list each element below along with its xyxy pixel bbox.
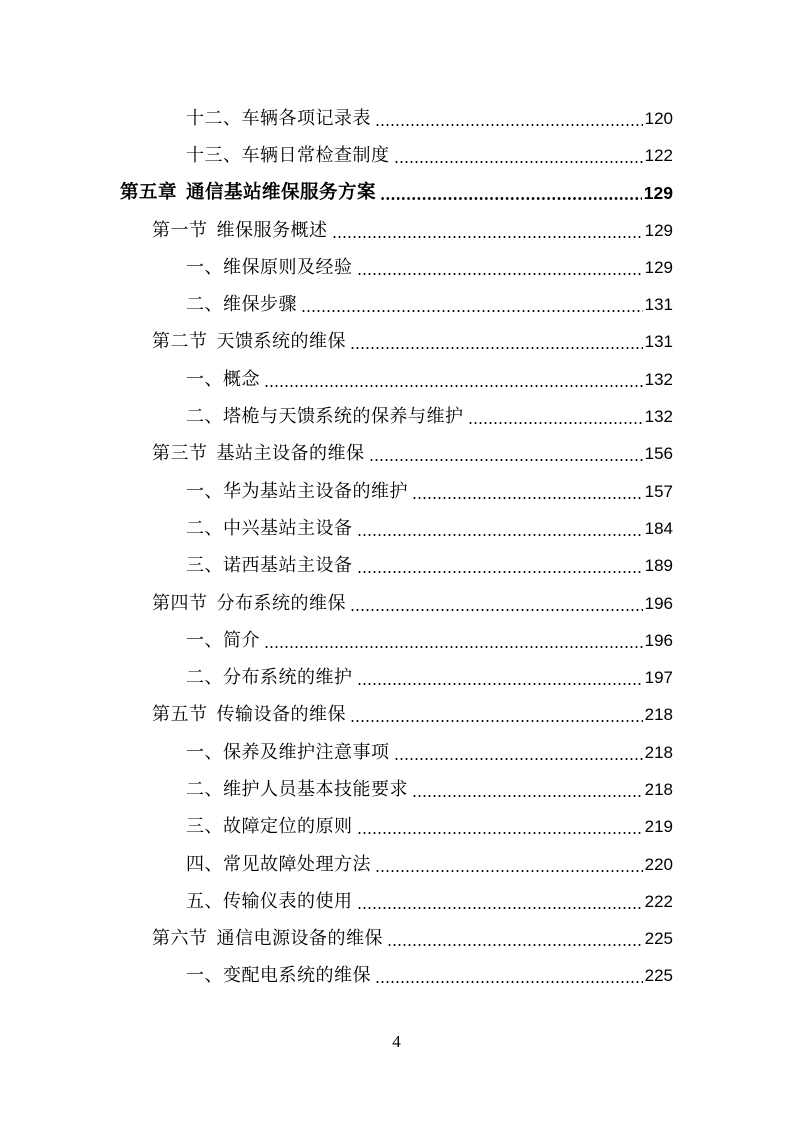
toc-entry-title: 分布系统的维护 — [223, 667, 353, 689]
dot-leader — [412, 481, 643, 503]
toc-section-entry[interactable] — [0, 212, 793, 249]
dot-leader — [412, 779, 643, 801]
toc-entry-title: 维保步骤 — [223, 294, 297, 316]
toc-entry-prefix: 第六节 — [152, 928, 208, 950]
dot-leader — [332, 220, 643, 242]
toc-entry-prefix: 第五节 — [152, 704, 208, 726]
dot-leader — [380, 182, 642, 204]
dot-leader — [264, 630, 643, 652]
toc-entry[interactable] — [0, 510, 793, 547]
toc-page-number: 219 — [644, 817, 673, 837]
toc-entry-title: 分布系统的维保 — [216, 592, 346, 614]
toc-entry-title: 变配电系统的维保 — [223, 965, 371, 987]
dot-leader — [350, 593, 643, 615]
toc-page-number: 225 — [644, 929, 673, 949]
toc-section-entry[interactable] — [0, 921, 793, 958]
toc-page-number: 220 — [644, 854, 673, 874]
dot-leader — [357, 667, 643, 689]
dot-leader — [375, 854, 643, 876]
toc-entry-title: 诺西基站主设备 — [223, 555, 353, 577]
dot-leader — [369, 443, 643, 465]
dot-leader — [394, 742, 643, 764]
toc-entry-title: 车辆日常检查制度 — [241, 144, 390, 166]
toc-page-number: 129 — [643, 183, 673, 204]
toc-entry-prefix: 一、 — [186, 368, 223, 390]
toc-entry-prefix: 一、 — [186, 629, 223, 651]
toc-entry-prefix: 十二、 — [186, 107, 242, 129]
toc-entry[interactable] — [0, 100, 793, 137]
toc-entry[interactable] — [0, 771, 793, 808]
toc-entry-prefix: 一、 — [186, 965, 223, 987]
toc-entry[interactable] — [0, 622, 793, 659]
toc-entry-prefix: 第一节 — [152, 219, 208, 241]
toc-entry-title: 通信基站维保服务方案 — [186, 182, 377, 204]
toc-entry-prefix: 一、 — [186, 256, 223, 278]
toc-entry-prefix: 二、 — [186, 667, 223, 689]
dot-leader — [375, 108, 643, 130]
toc-page-number: 156 — [644, 444, 673, 464]
toc-entry-title: 中兴基站主设备 — [223, 517, 353, 539]
toc-page-number: 157 — [644, 481, 673, 501]
toc-entry[interactable] — [0, 734, 793, 771]
toc-entry-prefix: 五、 — [186, 890, 223, 912]
dot-leader — [264, 369, 643, 391]
toc-entry-title: 塔桅与天馈系统的保养与维护 — [223, 406, 464, 428]
toc-entry-title: 传输设备的维保 — [216, 704, 346, 726]
toc-entry[interactable] — [0, 958, 793, 995]
toc-entry-prefix: 十三、 — [186, 144, 242, 166]
toc-page-number: 218 — [644, 742, 673, 762]
toc-entry-title: 保养及维护注意事项 — [223, 741, 390, 763]
dot-leader — [357, 555, 643, 577]
toc-section-entry[interactable] — [0, 324, 793, 361]
toc-page-number: 196 — [644, 593, 673, 613]
dot-leader — [357, 257, 643, 279]
toc-entry[interactable] — [0, 809, 793, 846]
toc-page-number: 218 — [644, 779, 673, 799]
table-of-contents — [0, 100, 793, 995]
toc-entry-title: 维保原则及经验 — [223, 256, 353, 278]
toc-entry[interactable] — [0, 883, 793, 920]
toc-entry-title: 通信电源设备的维保 — [216, 928, 383, 950]
toc-page-number: 218 — [644, 705, 673, 725]
toc-entry-title: 基站主设备的维保 — [216, 443, 365, 465]
toc-entry[interactable] — [0, 659, 793, 696]
dot-leader — [387, 928, 643, 950]
toc-entry-prefix: 四、 — [186, 853, 223, 875]
toc-page-number: 131 — [644, 332, 673, 352]
toc-entry-title: 天馈系统的维保 — [216, 331, 346, 353]
toc-section-entry[interactable] — [0, 436, 793, 473]
dot-leader — [375, 965, 643, 987]
toc-entry-prefix: 二、 — [186, 294, 223, 316]
toc-entry-title: 维护人员基本技能要求 — [223, 778, 408, 800]
toc-entry-prefix: 第五章 — [120, 182, 178, 204]
toc-page-number: 132 — [644, 407, 673, 427]
page-number: 4 — [392, 1032, 401, 1051]
toc-entry[interactable] — [0, 286, 793, 323]
toc-entry-prefix: 二、 — [186, 778, 223, 800]
toc-entry-prefix: 三、 — [186, 555, 223, 577]
toc-entry-title: 传输仪表的使用 — [223, 890, 353, 912]
toc-entry-prefix: 三、 — [186, 816, 223, 838]
dot-leader — [357, 518, 643, 540]
toc-page-number: 184 — [644, 518, 673, 538]
toc-entry-prefix: 一、 — [186, 741, 223, 763]
toc-page-number: 197 — [644, 668, 673, 688]
toc-entry-title: 维保服务概述 — [216, 219, 328, 241]
toc-entry-prefix: 第二节 — [152, 331, 208, 353]
toc-entry-title: 华为基站主设备的维护 — [223, 480, 408, 502]
dot-leader — [394, 145, 643, 167]
toc-entry-title: 概念 — [223, 368, 260, 390]
toc-entry[interactable] — [0, 846, 793, 883]
toc-entry-title: 简介 — [223, 629, 260, 651]
dot-leader — [301, 294, 643, 316]
toc-entry-prefix: 第三节 — [152, 443, 208, 465]
toc-entry[interactable] — [0, 398, 793, 435]
toc-entry[interactable] — [0, 473, 793, 510]
dot-leader — [357, 816, 643, 838]
toc-entry[interactable] — [0, 548, 793, 585]
toc-entry-title: 车辆各项记录表 — [241, 107, 371, 129]
toc-entry-prefix: 二、 — [186, 517, 223, 539]
toc-page-number: 222 — [644, 891, 673, 911]
toc-entry[interactable] — [0, 249, 793, 286]
toc-section-entry[interactable] — [0, 585, 793, 622]
toc-page-number: 131 — [644, 295, 673, 315]
toc-entry-title: 常见故障处理方法 — [223, 853, 371, 875]
toc-page-number: 129 — [644, 257, 673, 277]
toc-section-entry[interactable] — [0, 697, 793, 734]
dot-leader — [468, 406, 643, 428]
toc-page-number: 120 — [644, 108, 673, 128]
toc-entry[interactable] — [0, 137, 793, 174]
toc-chapter-entry[interactable] — [0, 175, 793, 212]
dot-leader — [350, 704, 643, 726]
toc-page-number: 225 — [644, 966, 673, 986]
dot-leader — [350, 331, 643, 353]
toc-entry-prefix: 第四节 — [152, 592, 208, 614]
dot-leader — [357, 891, 643, 913]
toc-entry-title: 故障定位的原则 — [223, 816, 353, 838]
toc-page-number: 129 — [644, 220, 673, 240]
toc-page-number: 122 — [644, 145, 673, 165]
toc-entry[interactable] — [0, 361, 793, 398]
toc-entry-prefix: 一、 — [186, 480, 223, 502]
toc-entry-prefix: 二、 — [186, 406, 223, 428]
toc-page-number: 189 — [644, 556, 673, 576]
toc-page-number: 196 — [644, 630, 673, 650]
toc-page-number: 132 — [644, 369, 673, 389]
